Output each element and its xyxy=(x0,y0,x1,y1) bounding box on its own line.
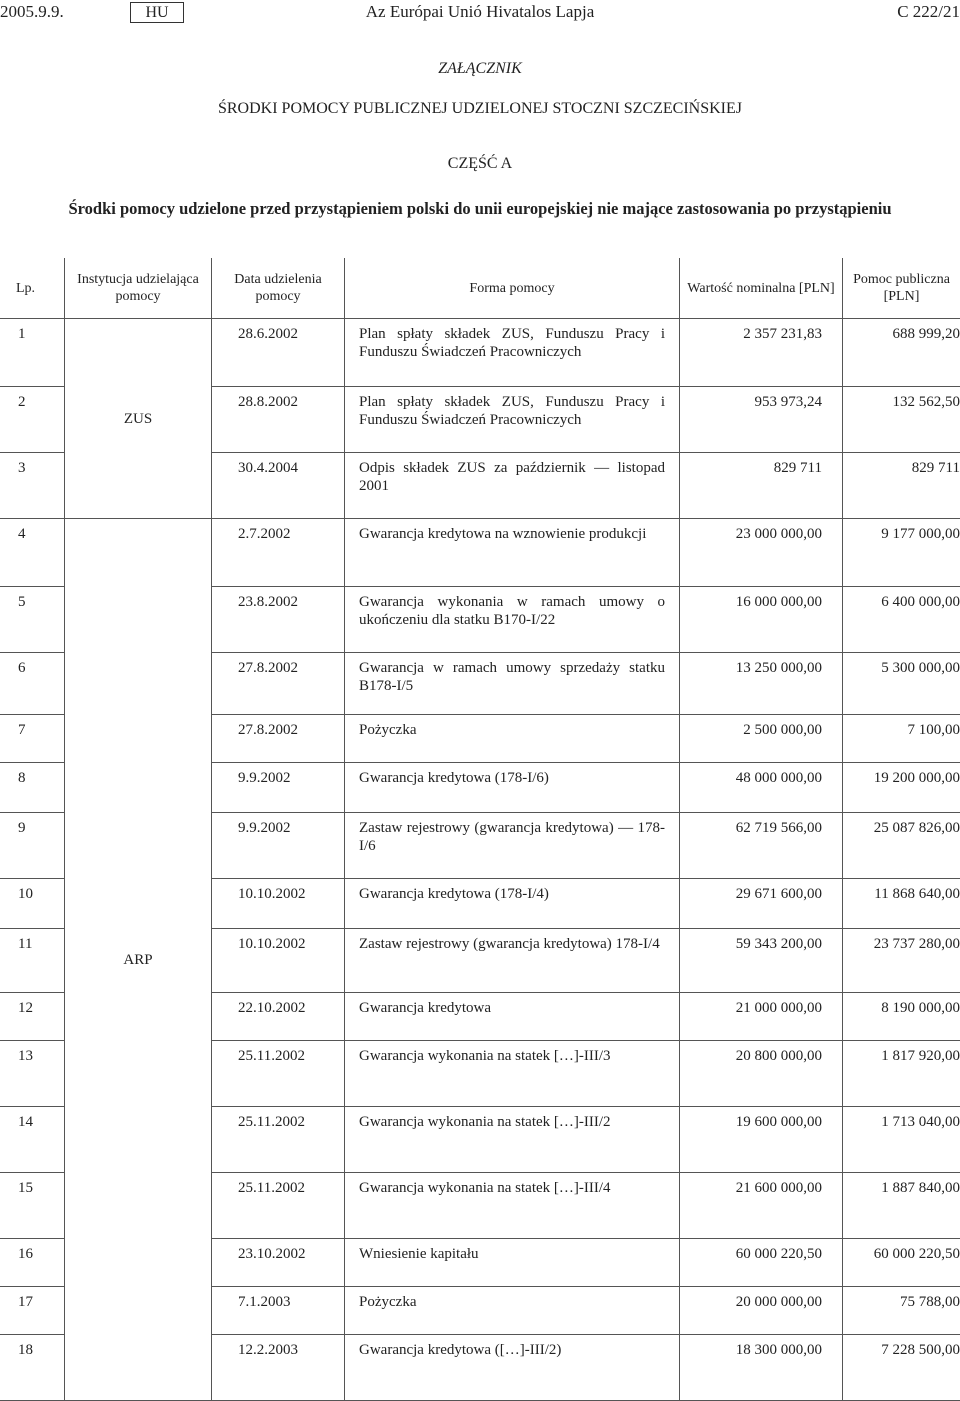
col-date: Data udzielenia pomocy xyxy=(212,258,345,319)
cell-aid: 1 713 040,00 xyxy=(843,1107,960,1173)
form-text: Gwarancja kredytowa (178-I/4) xyxy=(359,885,665,903)
form-text: Gwarancja kredytowa na wznowienie produkcji xyxy=(359,525,665,543)
cell-aid: 7 100,00 xyxy=(843,715,960,763)
cell-aid: 23 737 280,00 xyxy=(843,929,960,993)
cell-date: 10.10.2002 xyxy=(212,879,345,929)
cell-date: 28.8.2002 xyxy=(212,387,345,453)
cell-form xyxy=(345,929,680,993)
cell-form xyxy=(345,1335,680,1401)
cell-institution: ZUS xyxy=(65,319,212,519)
form-text: Zastaw rejestrowy (gwarancja kredytowa) — 178-I/6 xyxy=(359,819,665,855)
form-text: Gwarancja w ramach umowy sprzedaży statku B178-I/5 xyxy=(359,659,665,695)
main-title: ŚRODKI POMOCY PUBLICZNEJ UDZIELONEJ STOCZNI SZCZECIŃSKIEJ xyxy=(0,100,960,118)
cell-aid: 1 817 920,00 xyxy=(843,1041,960,1107)
table-body xyxy=(0,319,960,1401)
cell-lp: 10 xyxy=(0,879,65,929)
cell-nominal: 19 600 000,00 xyxy=(680,1107,843,1173)
cell-form xyxy=(345,879,680,929)
cell-date: 9.9.2002 xyxy=(212,763,345,813)
col-aid: Pomoc publiczna [PLN] xyxy=(843,258,960,319)
cell-nominal: 2 357 231,83 xyxy=(680,319,843,387)
cell-nominal: 62 719 566,00 xyxy=(680,813,843,879)
form-text: Zastaw rejestrowy (gwarancja kredytowa) 178-I/4 xyxy=(359,935,665,953)
form-text: Wniesienie kapitału xyxy=(359,1245,665,1263)
cell-nominal: 18 300 000,00 xyxy=(680,1335,843,1401)
cell-nominal: 29 671 600,00 xyxy=(680,879,843,929)
form-text: Gwarancja kredytowa (178-I/6) xyxy=(359,769,665,787)
cell-institution: ARP xyxy=(65,519,212,1401)
cell-aid: 19 200 000,00 xyxy=(843,763,960,813)
cell-form xyxy=(345,453,680,519)
cell-nominal: 20 000 000,00 xyxy=(680,1287,843,1335)
col-institution: Instytucja udzielająca pomocy xyxy=(65,258,212,319)
cell-lp: 4 xyxy=(0,519,65,587)
cell-form xyxy=(345,1173,680,1239)
language-badge: HU xyxy=(130,2,184,23)
cell-form xyxy=(345,387,680,453)
cell-date: 27.8.2002 xyxy=(212,653,345,715)
cell-form xyxy=(345,519,680,587)
col-form: Forma pomocy xyxy=(345,258,680,319)
cell-aid: 60 000 220,50 xyxy=(843,1239,960,1287)
annex-heading: ZAŁĄCZNIK xyxy=(0,60,960,78)
page-number: C 222/21 xyxy=(897,2,960,22)
cell-lp: 14 xyxy=(0,1107,65,1173)
cell-date: 25.11.2002 xyxy=(212,1173,345,1239)
cell-aid: 25 087 826,00 xyxy=(843,813,960,879)
cell-form xyxy=(345,1239,680,1287)
cell-lp: 5 xyxy=(0,587,65,653)
cell-aid: 132 562,50 xyxy=(843,387,960,453)
cell-date: 10.10.2002 xyxy=(212,929,345,993)
cell-date: 27.8.2002 xyxy=(212,715,345,763)
cell-lp: 17 xyxy=(0,1287,65,1335)
cell-date: 9.9.2002 xyxy=(212,813,345,879)
cell-lp: 9 xyxy=(0,813,65,879)
cell-nominal: 829 711 xyxy=(680,453,843,519)
cell-date: 2.7.2002 xyxy=(212,519,345,587)
cell-aid: 75 788,00 xyxy=(843,1287,960,1335)
cell-form xyxy=(345,715,680,763)
form-text: Gwarancja kredytowa xyxy=(359,999,665,1017)
col-lp: Lp. xyxy=(0,258,65,319)
table-row xyxy=(0,519,960,587)
cell-nominal: 2 500 000,00 xyxy=(680,715,843,763)
cell-lp: 1 xyxy=(0,319,65,387)
table-header-row xyxy=(0,258,960,319)
cell-lp: 8 xyxy=(0,763,65,813)
cell-date: 28.6.2002 xyxy=(212,319,345,387)
cell-lp: 11 xyxy=(0,929,65,993)
journal-title: Az Európai Unió Hivatalos Lapja xyxy=(0,2,960,22)
cell-form xyxy=(345,319,680,387)
cell-form xyxy=(345,1041,680,1107)
cell-nominal: 20 800 000,00 xyxy=(680,1041,843,1107)
cell-date: 30.4.2004 xyxy=(212,453,345,519)
cell-lp: 6 xyxy=(0,653,65,715)
cell-form xyxy=(345,1107,680,1173)
cell-nominal: 21 000 000,00 xyxy=(680,993,843,1041)
cell-nominal: 953 973,24 xyxy=(680,387,843,453)
form-text: Gwarancja wykonania na statek […]-III/2 xyxy=(359,1113,665,1131)
form-text: Gwarancja wykonania w ramach umowy o ukończeniu dla statku B170-I/22 xyxy=(359,593,665,629)
cell-nominal: 48 000 000,00 xyxy=(680,763,843,813)
form-text: Plan spłaty składek ZUS, Funduszu Pracy i Funduszu Świadczeń Pracowniczych xyxy=(359,393,665,429)
form-text: Plan spłaty składek ZUS, Funduszu Pracy i Funduszu Świadczeń Pracowniczych xyxy=(359,325,665,361)
cell-date: 25.11.2002 xyxy=(212,1041,345,1107)
cell-date: 23.8.2002 xyxy=(212,587,345,653)
cell-nominal: 13 250 000,00 xyxy=(680,653,843,715)
cell-aid: 6 400 000,00 xyxy=(843,587,960,653)
form-text: Gwarancja wykonania na statek […]-III/4 xyxy=(359,1179,665,1197)
cell-date: 12.2.2003 xyxy=(212,1335,345,1401)
form-text: Pożyczka xyxy=(359,721,665,739)
cell-lp: 18 xyxy=(0,1335,65,1401)
cell-form xyxy=(345,1287,680,1335)
cell-form xyxy=(345,653,680,715)
form-text: Pożyczka xyxy=(359,1293,665,1311)
cell-aid: 11 868 640,00 xyxy=(843,879,960,929)
cell-lp: 13 xyxy=(0,1041,65,1107)
cell-aid: 829 711 xyxy=(843,453,960,519)
cell-nominal: 23 000 000,00 xyxy=(680,519,843,587)
col-nominal: Wartość nominalna [PLN] xyxy=(680,258,843,319)
cell-lp: 15 xyxy=(0,1173,65,1239)
cell-lp: 16 xyxy=(0,1239,65,1287)
cell-aid: 5 300 000,00 xyxy=(843,653,960,715)
cell-form xyxy=(345,763,680,813)
aid-table xyxy=(0,258,960,1401)
cell-form xyxy=(345,993,680,1041)
cell-lp: 3 xyxy=(0,453,65,519)
section-subtitle: Środki pomocy udzielone przed przystąpieniem polski do unii europejskiej nie mające zastosowania po przystąpieniu xyxy=(60,199,900,218)
cell-form xyxy=(345,587,680,653)
cell-aid: 1 887 840,00 xyxy=(843,1173,960,1239)
part-heading: CZĘŚĆ A xyxy=(0,155,960,173)
cell-date: 23.10.2002 xyxy=(212,1239,345,1287)
cell-aid: 688 999,20 xyxy=(843,319,960,387)
cell-nominal: 21 600 000,00 xyxy=(680,1173,843,1239)
cell-form xyxy=(345,813,680,879)
cell-aid: 9 177 000,00 xyxy=(843,519,960,587)
publication-date: 2005.9.9. xyxy=(0,2,64,22)
cell-nominal: 59 343 200,00 xyxy=(680,929,843,993)
cell-lp: 7 xyxy=(0,715,65,763)
form-text: Gwarancja wykonania na statek […]-III/3 xyxy=(359,1047,665,1065)
cell-nominal: 60 000 220,50 xyxy=(680,1239,843,1287)
cell-date: 25.11.2002 xyxy=(212,1107,345,1173)
page-header xyxy=(0,0,960,26)
table-row xyxy=(0,319,960,387)
cell-date: 7.1.2003 xyxy=(212,1287,345,1335)
cell-aid: 8 190 000,00 xyxy=(843,993,960,1041)
form-text: Gwarancja kredytowa ([…]-III/2) xyxy=(359,1341,665,1359)
cell-date: 22.10.2002 xyxy=(212,993,345,1041)
form-text: Odpis składek ZUS za październik — listopad 2001 xyxy=(359,459,665,495)
cell-lp: 2 xyxy=(0,387,65,453)
cell-nominal: 16 000 000,00 xyxy=(680,587,843,653)
cell-aid: 7 228 500,00 xyxy=(843,1335,960,1401)
cell-lp: 12 xyxy=(0,993,65,1041)
